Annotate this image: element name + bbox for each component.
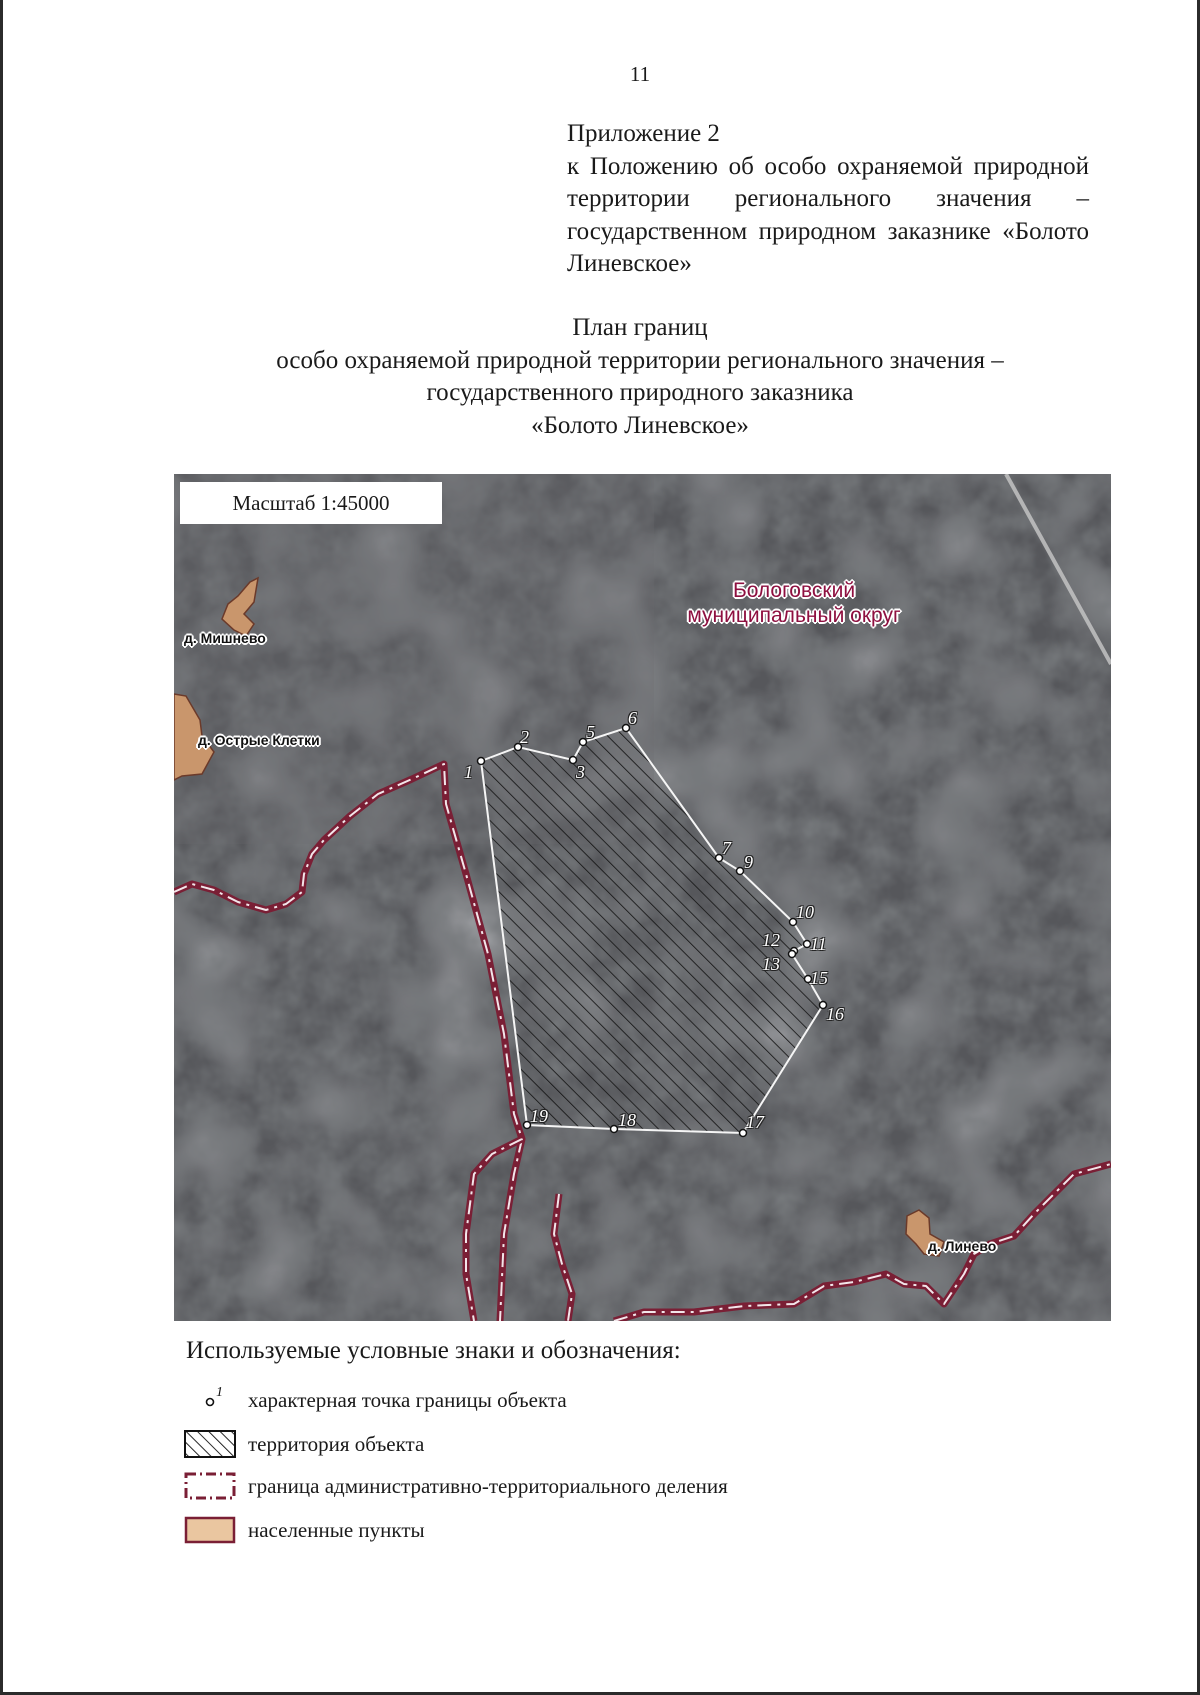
legend-item-settlements — [184, 1516, 884, 1544]
point-label-3: 3 — [576, 762, 585, 782]
plan-title — [150, 312, 1130, 442]
legend-label-territory: территория объекта — [248, 1432, 425, 1456]
point-label-9: 9 — [744, 852, 753, 872]
settlement-fill-icon — [184, 1516, 236, 1544]
boundary-point-18[interactable] — [611, 1126, 618, 1133]
dash-dot-boundary-icon — [184, 1472, 236, 1500]
point-label-18: 18 — [618, 1110, 636, 1130]
legend-item-territory — [184, 1430, 884, 1458]
point-label-15: 15 — [810, 968, 828, 988]
point-label-11: 11 — [810, 934, 827, 954]
settlement-label-mishnevo: д. Мишнево — [184, 630, 266, 646]
point-label-1: 1 — [464, 762, 473, 782]
point-label-6: 6 — [628, 708, 637, 728]
scale-label: Масштаб 1:45000 — [180, 482, 442, 524]
boundary-point-13[interactable] — [789, 951, 796, 958]
page-number: 11 — [629, 62, 651, 86]
point-label-2: 2 — [520, 727, 529, 747]
map[interactable] — [174, 474, 1111, 1321]
legend-point-number: 1 — [216, 1386, 223, 1400]
settlement-label-linevo: д. Линево — [928, 1238, 997, 1254]
district-label-line-2: муниципальный округ — [687, 604, 901, 627]
plan-title-line-3: государственного природного заказника — [426, 379, 854, 406]
district-label-line-1: Бологовский — [732, 579, 856, 602]
legend-label-boundary-point: характерная точка границы объекта — [248, 1388, 567, 1412]
annex-body: к Положению об особо охраняемой природной территории регионального значения – государственном природном заказнике «Болото Линевское» — [567, 152, 1089, 277]
district-label — [644, 578, 944, 628]
boundary-point-icon — [184, 1386, 236, 1414]
plan-title-line-1: План границ — [572, 314, 708, 341]
point-label-13: 13 — [762, 954, 780, 974]
settlement-label-ostrye-kletki: д. Острые Клетки — [198, 732, 320, 748]
legend-label-admin-boundary: граница административно-территориального деления — [248, 1474, 728, 1498]
annex-title: Приложение 2 — [567, 120, 720, 147]
point-label-17: 17 — [746, 1112, 764, 1132]
hatched-area-icon — [184, 1430, 236, 1458]
point-label-5: 5 — [586, 722, 595, 742]
plan-title-line-4: «Болото Линевское» — [531, 411, 749, 439]
legend-item-admin-boundary — [184, 1472, 884, 1500]
point-label-12: 12 — [762, 930, 780, 950]
point-label-19: 19 — [530, 1106, 548, 1126]
legend-title: Используемые условные знаки и обозначения: — [186, 1337, 681, 1364]
legend-label-settlements: населенные пункты — [248, 1518, 425, 1542]
legend-item-boundary-point — [184, 1386, 884, 1414]
point-label-16: 16 — [826, 1004, 844, 1024]
boundary-point-9[interactable] — [737, 868, 744, 875]
boundary-point-1[interactable] — [478, 758, 485, 765]
annex-block — [567, 118, 1089, 281]
plan-title-line-2: особо охраняемой природной территории регионального значения – — [276, 346, 1004, 374]
point-label-10: 10 — [796, 902, 814, 922]
map-canvas — [174, 474, 1111, 1321]
point-label-7: 7 — [722, 838, 731, 858]
